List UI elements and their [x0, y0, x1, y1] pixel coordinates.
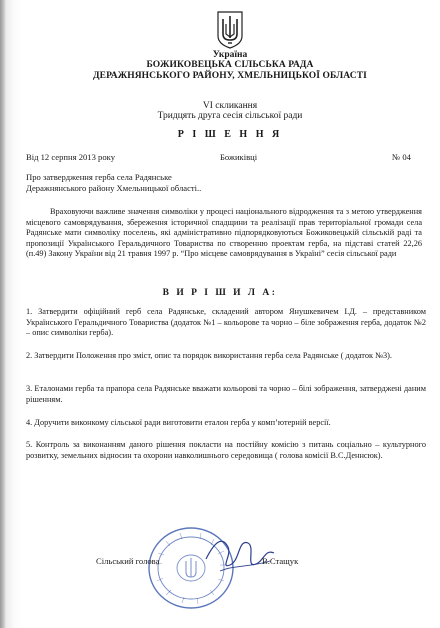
scan-edge-shadow — [0, 0, 6, 628]
convocation-line: VI скликання — [202, 101, 258, 111]
handwritten-signature — [200, 525, 280, 585]
document-type-title: Р І Ш Е Н Н Я — [177, 129, 283, 140]
coat-of-arms-icon — [216, 10, 244, 50]
signature-role: Сільський голова — [96, 556, 160, 566]
document-place: Божиківці — [220, 152, 258, 162]
resolves-title: В И Р І Ш И Л А: — [162, 288, 278, 298]
signature-name: В.Стащук — [262, 556, 299, 566]
session-line: Тридцять друга сесія сільської ради — [157, 111, 303, 121]
item-4: 4. Доручити виконкому сільської ради виготовити еталон герба у комп’ютерній версії. — [26, 418, 331, 427]
council-heading: БОЖИКОВЕЦЬКА СІЛЬСЬКА РАДА — [146, 60, 314, 70]
document-date: Від 12 серпня 2013 року — [26, 152, 115, 162]
item-3: 3. Еталонами герба та прапора села Радянське вважати кольорові та чорно – білі зображення, затверджені даним рішенням. — [26, 384, 426, 404]
subject-line-2: Деражнянського району Хмельницької області.. — [26, 183, 202, 193]
item-2: 2. Затвердити Положення про зміст, опис та порядок використання герба села Радянське ( додаток №3). — [26, 351, 392, 360]
subject-line-1: Про затвердження герба села Радянське — [26, 172, 172, 182]
item-5: 5. Контроль за виконанням даного рішення покласти на постійну комісію з питань соціально – культурного розвитку, земельних відносин та охорони навколишнього середовища ( голова комісії В.С.Деннсюк). — [26, 440, 426, 460]
item-1: 1. Затвердити офіційний герб села Радянське, складений автором Янушкевичем І.Д. – представником Українського Геральдичного Товариства (додаток №1 – кольорове та чорно – біле зображення герба, додаток №2 – опис символіки герба). — [26, 307, 426, 338]
region-heading: ДЕРАЖНЯНСЬКОГО РАЙОНУ, ХМЕЛЬНИЦЬКОЇ ОБЛАСТІ — [93, 71, 367, 81]
document-number: № 04 — [392, 152, 411, 162]
preamble-paragraph: Враховуючи важливе значення символіки у процесі національного відродження та з метою утвердження місцевого самоврядування, збереження історичної спадщини та реалізації прав територіальної громади села Радянське мати символіку поселень, які адміністративно підпорядковуються Божиковецькій сільській раді та пропозиції Українського Геральдичного Товариства по створенню проектам герба, на підставі статей 22,26 (п.49) Закону України від 21 травня 1997 р. “Про місцеве самоврядування в Україні” сесія сільської ради — [26, 207, 422, 259]
country-heading: Україна — [212, 50, 248, 60]
